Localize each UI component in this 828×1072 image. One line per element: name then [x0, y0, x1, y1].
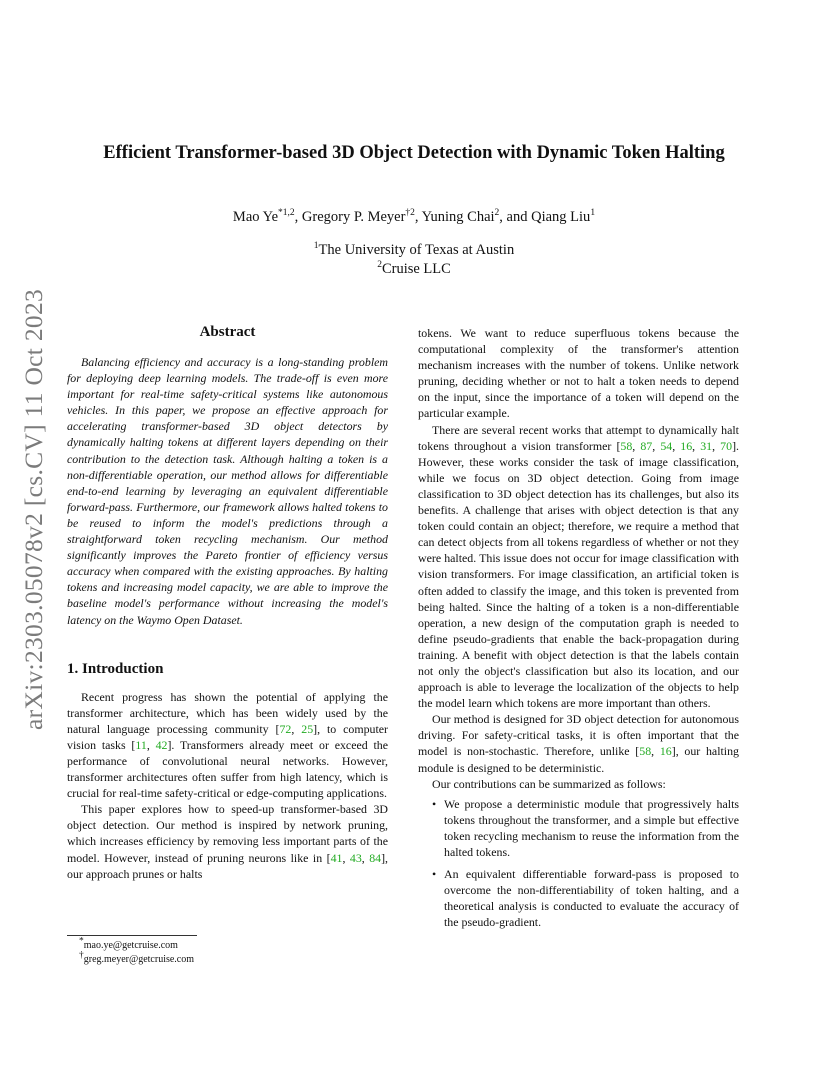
footnotes	[67, 936, 388, 967]
citation-link[interactable]: 11	[135, 737, 147, 752]
abstract-text: Balancing efficiency and accuracy is a long-standing problem for deploying deep learning models. The trade-off is even more important for real-time safety-critical systems like autonomous vehicles. In this paper, we propose an effective approach for accelerating transformer-based 3D object detectors by dynamically halting tokens at different layers depending on their contribution to the detection task. Although halting a token is a non-differentiable operation, our method allows for differentiable end-to-end learning by leveraging an equivalent differentiable forward-pass. Furthermore, our framework allows halted tokens to be reused to inform the model's predictions through a straightforward token recycling mechanism. Our method significantly improves the Pareto frontier of efficiency versus accuracy when compared with the existing approaches. By halting tokens and increasing model capacity, we are able to improve the baseline model's performance without increasing the model's latency on the Waymo Open Dataset.	[67, 355, 388, 627]
citation-link[interactable]: 84	[369, 850, 382, 865]
affiliation-mark: 2	[377, 260, 382, 271]
citation-link[interactable]: 25	[301, 721, 314, 736]
author-affiliation-mark: 1	[590, 208, 596, 219]
list-item	[418, 866, 739, 930]
citation-link[interactable]: 58	[620, 438, 633, 453]
affiliation-name: Cruise LLC	[381, 261, 451, 277]
footnote	[67, 936, 388, 953]
footnote-mark: *	[79, 936, 84, 947]
footnote-mark: †	[79, 950, 84, 961]
footnote-text: mao.ye@getcruise.com	[83, 940, 178, 951]
citation-link[interactable]: 72	[279, 721, 292, 736]
citation-link[interactable]: 70	[720, 438, 733, 453]
left-column	[67, 322, 388, 882]
arxiv-identifier: arXiv:2303.05078v2 [cs.CV] 11 Oct 2023	[19, 288, 48, 730]
author-name: Mao Ye	[232, 209, 279, 225]
intro-paragraph-6: Our contributions can be summarized as follows:	[432, 776, 666, 791]
bullet-glyph: •	[432, 796, 437, 811]
citation-link[interactable]: 31	[700, 438, 713, 453]
author-affiliation-mark: 2	[494, 208, 500, 219]
author-affiliation-mark: *1,2	[278, 208, 295, 219]
citation-link[interactable]: 41	[330, 850, 343, 865]
author-list: Mao Ye$^{*1,2}$, Gregory P. Meyer$^{\dagger 2}$, Yuning Chai$^2$, and Qiang Liu$^1$	[232, 208, 596, 225]
affiliation-1	[40, 240, 788, 260]
intro-paragraph-4: There are several recent works that attempt to dynamically halt tokens throughout a vision transformer [58, 87, 54, 16, 31, 70]. However, these works consider the task of image classification, while we focus on 3D object detection. Going from image classification to 3D object detection has its challenges, but also its benefits. A challenge that arises with object detection is that any token could contain an object; therefore, we require a method that can detect objects from all tokens regardless of whether or not they were halted. This issue does not occur for image classification with vision transformers. For image classification, an artificial token is often added to classify the image, and this token is prevented from being halted. Since the halting of a token is a non-differentiable operation, a new design of the computation graph is needed to define pseudo-gradients that enable the back-propagation during training. A benefit with object detection is that the labels contain not only the object's classification but also its location, and our approach is able to leverage the localization of the objects to help the model learn which tokens are more important than others.	[418, 422, 739, 711]
affiliation-name: The University of Texas at Austin	[318, 242, 515, 258]
intro-paragraph-2: This paper explores how to speed-up transformer-based 3D object detection. Our method is inspired by network pruning, which increases efficiency by removing less important parts of the model. However, instead of pruning neurons like in [41, 43, 84], our approach prunes or halts	[67, 802, 389, 881]
bullet-glyph: •	[432, 867, 437, 882]
list-item-text: An equivalent differentiable forward-pass is proposed to overcome the non-differentiability of token halting, and a theoretical analysis is conducted to evaluate the accuracy of the pseudo-gradient.	[444, 867, 739, 930]
citation-link[interactable]: 87	[640, 438, 653, 453]
citation-link[interactable]: 43	[349, 850, 362, 865]
affiliation-2	[40, 259, 788, 279]
author-name: Qiang Liu	[531, 209, 591, 225]
affiliation-mark: 1	[313, 241, 319, 252]
intro-paragraph-5: Our method is designed for 3D object detection for autonomous driving. For safety-critical tasks, it is often important that the model is non-stochastic. Therefore, unlike [58, 16], our halting module is designed to be deterministic.	[418, 712, 739, 775]
citation-link[interactable]: 54	[660, 438, 673, 453]
citation-link[interactable]: 58	[639, 744, 652, 759]
author-name: Yuning Chai	[421, 209, 495, 225]
author-name: Gregory P. Meyer	[301, 209, 406, 225]
section-heading-introduction: 1. Introduction	[67, 660, 164, 677]
right-column	[418, 325, 739, 936]
paper-title: Efficient Transformer-based 3D Object Detection with Dynamic Token Halting	[103, 143, 725, 163]
abstract-heading: Abstract	[199, 324, 256, 340]
author-conjunction: and	[506, 209, 528, 225]
footnote-text: greg.meyer@getcruise.com	[83, 954, 195, 965]
author-affiliation-mark: †2	[405, 208, 415, 219]
citation-link[interactable]: 16	[659, 744, 672, 759]
intro-paragraph-1: Recent progress has shown the potential of applying the transformer architecture, which has been widely used by the natural language processing community [72, 25], to computer vision tasks [11, 42]. Transformers already meet or exceed the performance of convolutional neural networks. However, transformer architectures often suffer from high latency, which is crucial for real-time safety-critical or edge-computing applications.	[67, 689, 389, 801]
contributions-list	[418, 796, 739, 931]
list-item	[418, 796, 739, 860]
citation-link[interactable]: 16	[680, 438, 693, 453]
intro-paragraph-3: tokens. We want to reduce superfluous tokens because the computational complexity of the transformer's attention mechanism increases with the number of tokens. Unlike network pruning, deciding whether or not to halt a token needs to depend on the input, since the importance of a token will depend on the particular example.	[418, 326, 739, 421]
footnote	[67, 950, 388, 967]
citation-link[interactable]: 42	[155, 737, 168, 752]
list-item-text: We propose a deterministic module that progressively halts tokens throughout the transformer, and a simple but effective token recycling mechanism to reuse the information from the halted tokens.	[444, 796, 739, 859]
footnote-divider	[67, 935, 197, 936]
